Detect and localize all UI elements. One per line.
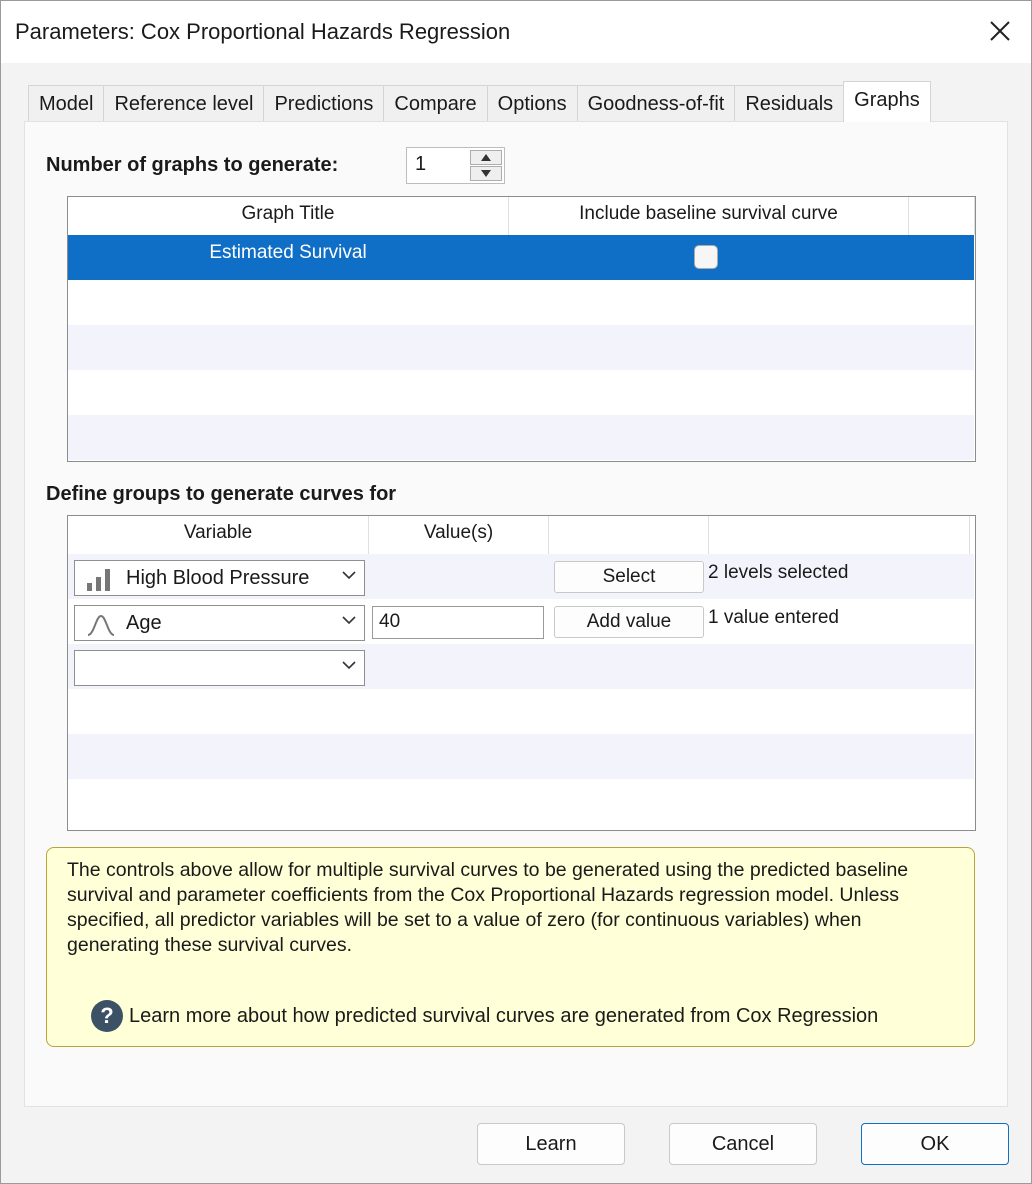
- distribution-curve-icon: [87, 614, 115, 636]
- column-header-values[interactable]: Value(s): [369, 516, 549, 554]
- table-row: [68, 554, 974, 599]
- value-input[interactable]: 40: [372, 606, 544, 639]
- tab-predictions[interactable]: Predictions: [263, 85, 383, 123]
- graph-count-value[interactable]: 1: [415, 153, 427, 175]
- bar-chart-icon: [87, 569, 115, 591]
- variable-select-value: High Blood Pressure: [126, 567, 310, 589]
- groups-table: [67, 515, 976, 831]
- column-header-include-baseline[interactable]: Include baseline survival curve: [509, 197, 909, 235]
- tab-model[interactable]: Model: [28, 85, 103, 123]
- tab-compare[interactable]: Compare: [383, 85, 486, 123]
- close-button[interactable]: [969, 1, 1031, 61]
- tab-residuals[interactable]: Residuals: [734, 85, 843, 123]
- chevron-down-icon: [342, 661, 356, 670]
- table-row[interactable]: [68, 325, 974, 370]
- table-row[interactable]: [68, 370, 974, 415]
- cancel-button[interactable]: Cancel: [669, 1123, 817, 1165]
- chevron-down-icon: [342, 571, 356, 580]
- add-value-button[interactable]: Add value: [554, 606, 704, 638]
- caret-up-icon: [481, 154, 491, 161]
- column-header-action: [549, 516, 709, 554]
- tab-graphs[interactable]: Graphs: [843, 81, 931, 122]
- learn-button[interactable]: Learn: [477, 1123, 625, 1165]
- graph-count-label: Number of graphs to generate:: [46, 154, 339, 176]
- stepper-up-button[interactable]: [470, 150, 502, 165]
- variable-select[interactable]: [74, 605, 365, 641]
- chevron-down-icon: [342, 616, 356, 625]
- variable-select[interactable]: [74, 650, 365, 686]
- include-baseline-checkbox[interactable]: [694, 245, 718, 269]
- variable-select[interactable]: [74, 560, 365, 596]
- tab-goodness-of-fit[interactable]: Goodness-of-fit: [577, 85, 735, 123]
- info-box: [46, 847, 975, 1047]
- learn-more-text[interactable]: Learn more about how predicted survival curves are generated from Cox Regression: [129, 1004, 879, 1027]
- graphs-table: [67, 196, 976, 462]
- table-row: [68, 689, 974, 734]
- column-header-variable[interactable]: Variable: [68, 516, 369, 554]
- table-row[interactable]: [68, 280, 974, 325]
- caret-down-icon: [481, 170, 491, 177]
- table-row: [68, 779, 974, 824]
- close-icon: [989, 20, 1011, 42]
- tab-options[interactable]: Options: [487, 85, 577, 123]
- title-bar: [1, 1, 1031, 63]
- tab-reference-level[interactable]: Reference level: [103, 85, 263, 123]
- column-header-blank: [909, 197, 975, 235]
- ok-button[interactable]: OK: [861, 1123, 1009, 1165]
- column-header-summary: [709, 516, 970, 554]
- help-icon: ?: [91, 1000, 123, 1032]
- table-row[interactable]: [68, 415, 974, 460]
- table-row: [68, 599, 974, 644]
- graph-count-stepper[interactable]: [406, 147, 505, 184]
- table-row: [68, 734, 974, 779]
- graph-title-cell[interactable]: Estimated Survival: [209, 242, 367, 263]
- variable-select-value: Age: [126, 612, 162, 634]
- learn-more-link[interactable]: [91, 1000, 878, 1032]
- table-row[interactable]: [68, 235, 974, 280]
- values-summary: 1 value entered: [708, 607, 839, 628]
- stepper-down-button[interactable]: [470, 166, 502, 181]
- tab-bar: [28, 83, 931, 122]
- groups-label: Define groups to generate curves for: [46, 483, 397, 505]
- window-title: Parameters: Cox Proportional Hazards Regression: [15, 19, 511, 44]
- column-header-graph-title[interactable]: Graph Title: [68, 197, 509, 235]
- levels-summary: 2 levels selected: [708, 562, 849, 583]
- table-row: [68, 644, 974, 689]
- info-text: The controls above allow for multiple survival curves to be generated using the predicted baseline survival and parameter coefficients from the Cox Proportional Hazards regression model. Unless specified, all predictor variables will be set to a value of zero (for continuous variables) when generating these survival curves.: [67, 859, 909, 956]
- select-levels-button[interactable]: Select: [554, 561, 704, 593]
